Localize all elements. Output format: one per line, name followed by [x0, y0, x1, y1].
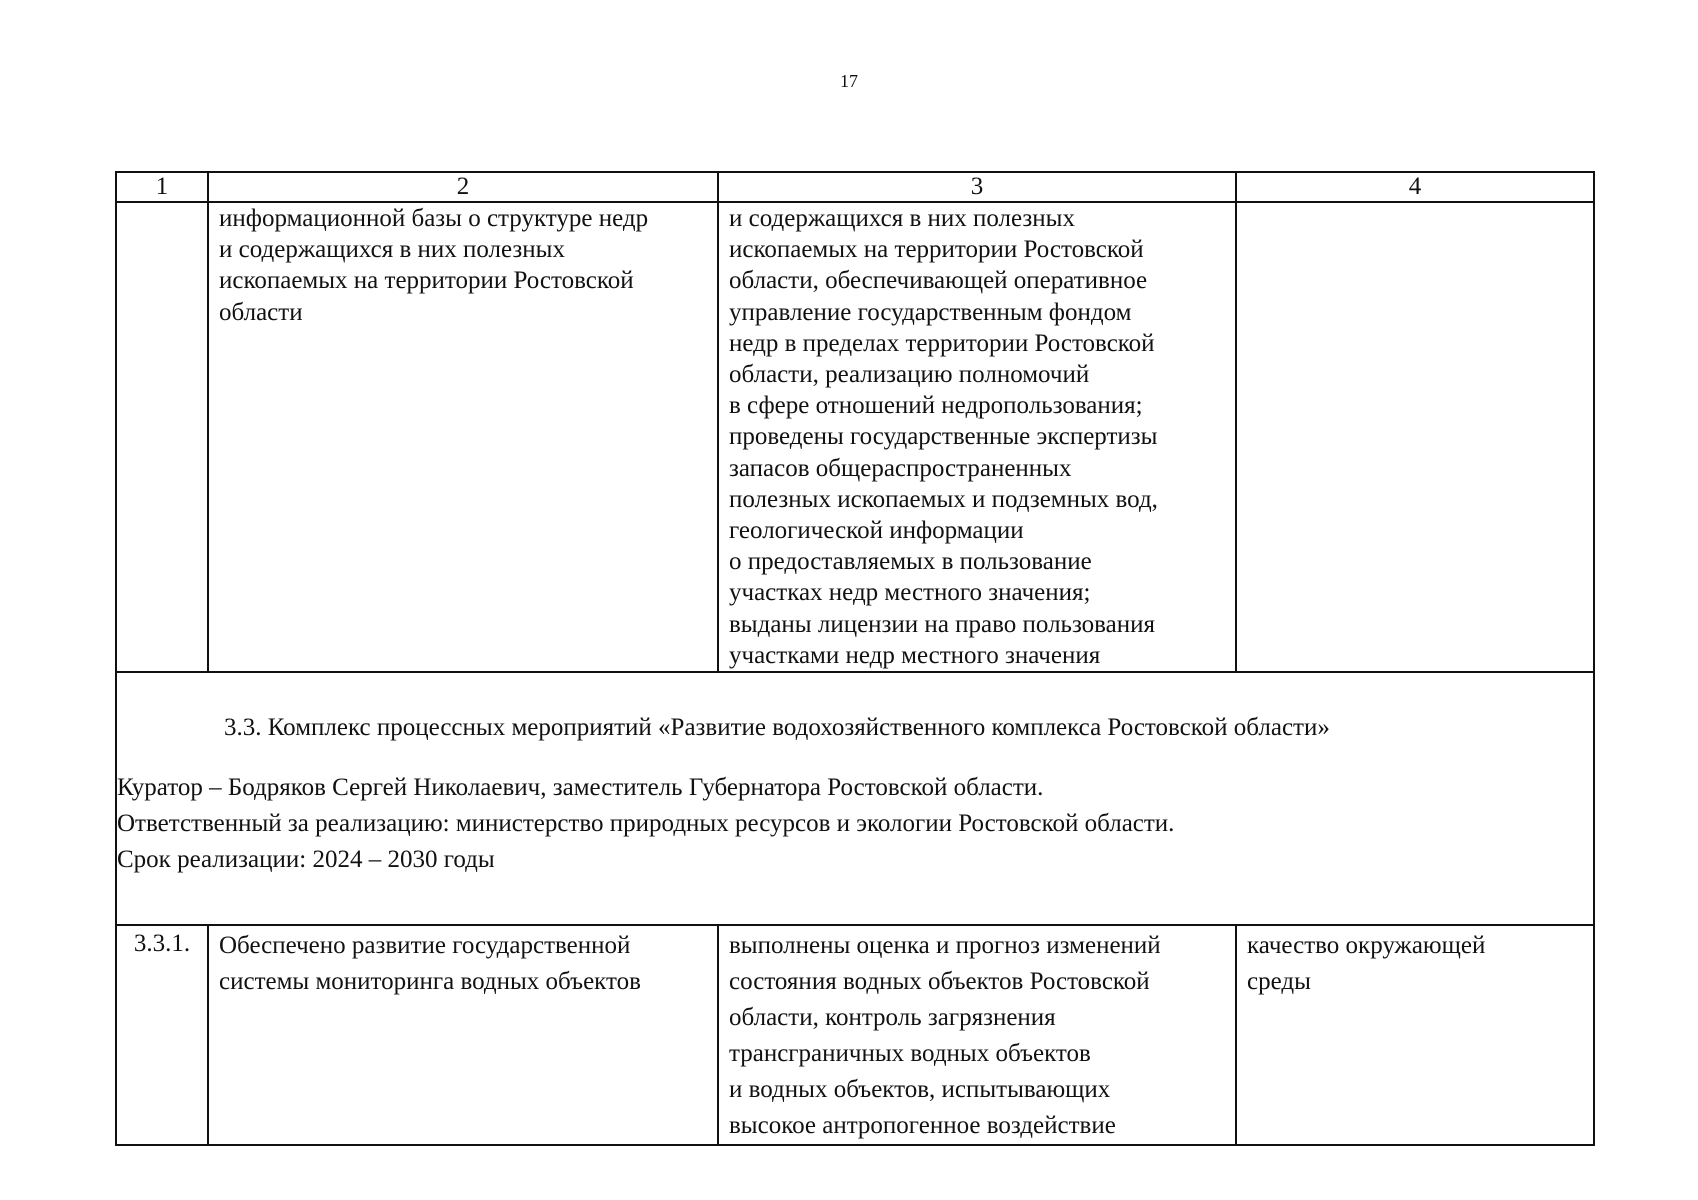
text-line: участках недр местного значения;: [729, 579, 1091, 607]
text-line: области, контроль загрязнения: [729, 1004, 1056, 1032]
text-line: выданы лицензии на право пользования: [729, 610, 1156, 638]
table-row: [116, 925, 1594, 1145]
row-result-cell: [208, 925, 718, 1145]
row-description-text: [719, 926, 1235, 1144]
text-line: выполнены оценка и прогноз изменений: [729, 932, 1161, 960]
header-cell-2: 2: [208, 172, 718, 202]
measures-table: [115, 171, 1595, 1146]
text-line: области, обеспечивающей оперативное: [729, 267, 1148, 295]
row-indicator-text: [1237, 926, 1593, 1000]
text-line: области: [219, 298, 303, 326]
section-info: [117, 770, 1593, 878]
table-header-row: [116, 172, 1594, 202]
section-term: Срок реализации: 2024 – 2030 годы: [117, 846, 495, 874]
text-line: участками недр местного значения: [729, 641, 1101, 669]
text-line: трансграничных водных объектов: [729, 1040, 1091, 1068]
continuation-cell-description: [718, 202, 1236, 672]
row-number: 3.3.1.: [116, 925, 208, 1145]
text-line: и содержащихся в них полезных: [729, 205, 1075, 232]
header-cell-3: 3: [718, 172, 1236, 202]
text-line: среды: [1247, 968, 1311, 996]
text-line: высокое антропогенное воздействие: [729, 1112, 1116, 1140]
text-line: качество окружающей: [1247, 932, 1486, 960]
continuation-cell-indicator: [1236, 202, 1594, 672]
section-title: 3.3. Комплекс процессных мероприятий «Развитие водохозяйственного комплекса Ростовской области»: [224, 714, 1330, 742]
section-curator: Куратор – Бодряков Сергей Николаевич, заместитель Губернатора Ростовской области.: [117, 774, 1044, 802]
continuation-description-text: [719, 203, 1235, 671]
text-line: геологической информации: [729, 517, 1024, 545]
continuation-cell-number: [116, 202, 208, 672]
section-cell: [116, 672, 1594, 925]
text-line: ископаемых на территории Ростовской: [219, 267, 634, 295]
text-line: состояния водных объектов Ростовской: [729, 968, 1150, 996]
text-line: запасов общераспространенных: [729, 454, 1072, 482]
text-line: информационной базы о структуре недр: [219, 205, 649, 232]
continuation-result-text: [209, 203, 717, 328]
text-line: полезных ископаемых и подземных вод,: [729, 485, 1158, 513]
text-line: управление государственным фондом: [729, 298, 1132, 326]
page-number: 17: [840, 71, 858, 91]
text-line: о предоставляемых в пользование: [729, 548, 1092, 576]
text-line: недр в пределах территории Ростовской: [729, 329, 1155, 357]
section-responsible: Ответственный за реализацию: министерство природных ресурсов и экологии Ростовской области.: [117, 810, 1175, 838]
continuation-row: [116, 202, 1594, 672]
text-line: и содержащихся в них полезных: [219, 236, 565, 264]
row-indicator-cell: [1236, 925, 1594, 1145]
row-description-cell: [718, 925, 1236, 1145]
row-result-text: [209, 926, 717, 1000]
text-line: в сфере отношений недропользования;: [729, 392, 1143, 420]
text-line: Обеспечено развитие государственной: [219, 932, 631, 960]
text-line: проведены государственные экспертизы: [729, 423, 1158, 451]
text-line: ископаемых на территории Ростовской: [729, 236, 1144, 264]
continuation-cell-result: [208, 202, 718, 672]
header-cell-4: 4: [1236, 172, 1594, 202]
text-line: и водных объектов, испытывающих: [729, 1076, 1111, 1104]
section-row: [116, 672, 1594, 925]
text-line: системы мониторинга водных объектов: [219, 968, 641, 996]
header-cell-1: 1: [116, 172, 208, 202]
text-line: области, реализацию полномочий: [729, 361, 1090, 389]
